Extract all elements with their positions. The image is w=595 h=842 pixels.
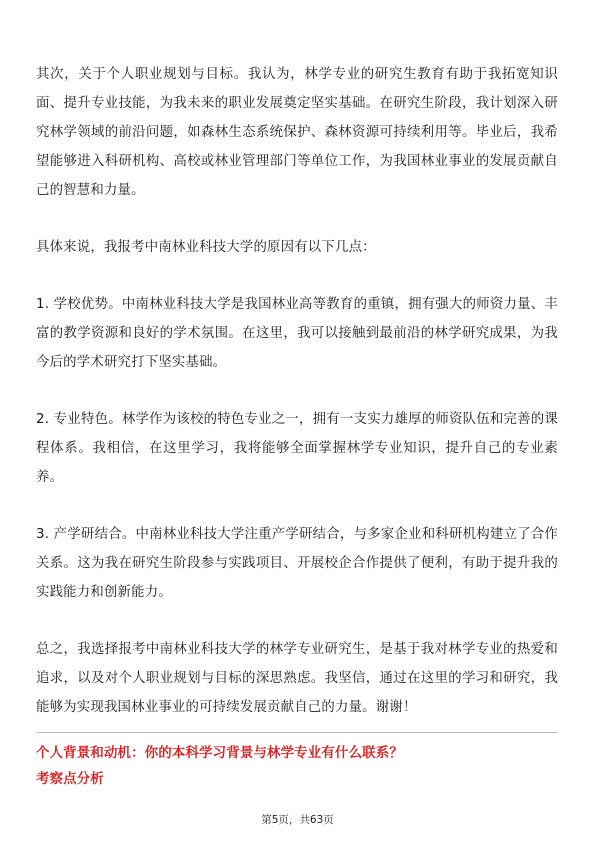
page-number-footer: 第5页，共63页 bbox=[261, 814, 334, 826]
paragraph-school-advantage: 1. 学校优势。中南林业科技大学是我国林业高等教育的重镇，拥有强大的师资力量、丰富的教学资源和良好的学术氛围。在这里，我可以接触到最前沿的林学研究成果，为我今后的学术研究打下坚实基础。 bbox=[36, 297, 558, 370]
analysis-heading: 考察点分析 bbox=[36, 772, 104, 787]
paragraph-career-plan: 其次，关于个人职业规划与目标。我认为，林学专业的研究生教育有助于我拓宽知识面、提升专业技能，为我未来的职业发展奠定坚实基础。在研究生阶段，我计划深入研究林学领域的前沿问题，如森林生态系统保护、森林资源可持续利用等。毕业后，我希望能够进入科研机构、高校或林业管理部门等单位工作，为我国林业事业的发展贡献自己的智慧和力量。 bbox=[36, 67, 558, 198]
paragraph-industry-research: 3. 产学研结合。中南林业科技大学注重产学研结合，与多家企业和科研机构建立了合作关系。这为我在研究生阶段参与实践项目、开展校企合作提供了便利，有助于提升我的实践能力和创新能力。 bbox=[36, 527, 558, 600]
question-heading: 个人背景和动机：你的本科学习背景与林学专业有什么联系？ bbox=[36, 746, 403, 761]
paragraph-conclusion: 总之，我选择报考中南林业科技大学的林学专业研究生，是基于我对林学专业的热爱和追求，以及对个人职业规划与目标的深思熟虑。我坚信，通过在这里的学习和研究，我能够为实现我国林业事业的可持续发展贡献自己的力量。谢谢！ bbox=[36, 642, 558, 715]
page-content bbox=[36, 60, 558, 793]
section-divider bbox=[36, 732, 558, 733]
paragraph-reasons-intro: 具体来说，我报考中南林业科技大学的原因有以下几点： bbox=[36, 240, 376, 255]
paragraph-major-feature: 2. 专业特色。林学作为该校的特色专业之一，拥有一支实力雄厚的师资队伍和完善的课程体系。我相信，在这里学习，我将能够全面掌握林学专业知识，提升自己的专业素养。 bbox=[36, 412, 558, 485]
